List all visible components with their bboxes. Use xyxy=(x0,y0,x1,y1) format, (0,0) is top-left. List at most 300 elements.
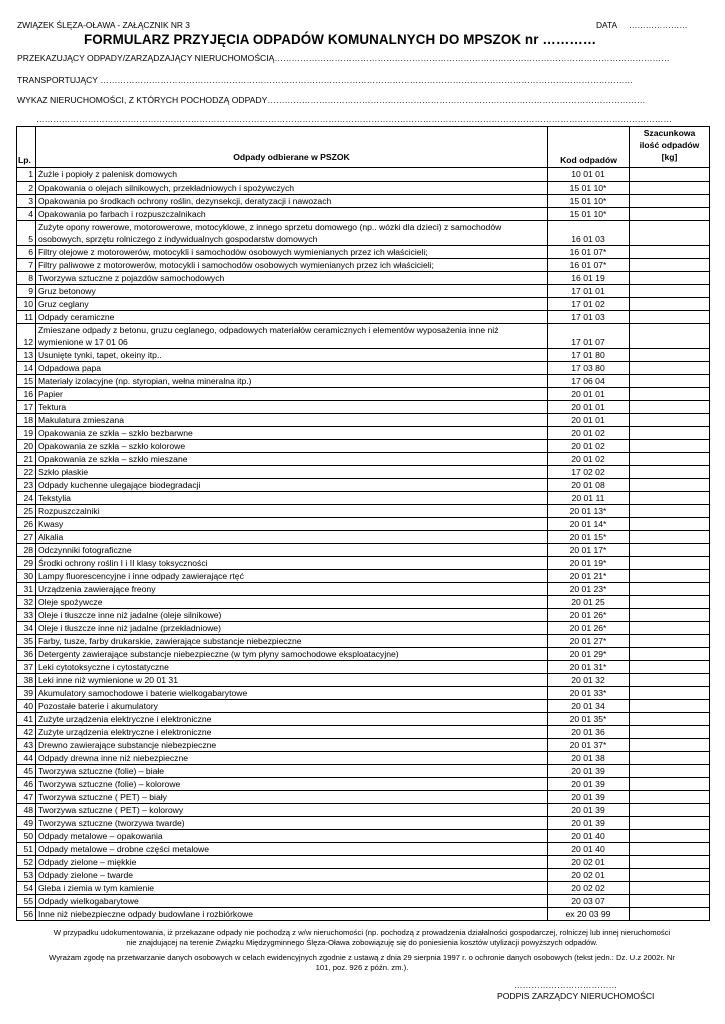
row-description: Usunięte tynki, tapet, okeiny itp.. xyxy=(35,349,546,361)
row-description: Odpady metalowe – opakowania xyxy=(35,830,546,842)
row-lp: 18 xyxy=(23,415,33,425)
table-row xyxy=(17,491,709,504)
row-lp: 15 xyxy=(23,376,33,386)
row-lp: 44 xyxy=(23,753,33,763)
row-lp: 35 xyxy=(23,636,33,646)
table-row xyxy=(17,894,709,907)
row-lp: 47 xyxy=(23,792,33,802)
table-row xyxy=(17,556,709,569)
consent-note xyxy=(16,953,708,973)
row-lp: 40 xyxy=(23,701,33,711)
row-quantity-input[interactable] xyxy=(629,298,709,310)
transport-field[interactable]: TRANSPORTUJĄCY …………………………………………………………………………………………………………………………………………………………………… xyxy=(17,75,634,85)
col-header-code-text: Kod odpadów xyxy=(560,155,617,165)
row-quantity-input[interactable] xyxy=(629,505,709,517)
row-quantity-input[interactable] xyxy=(629,765,709,777)
row-lp: 5 xyxy=(28,234,33,244)
table-row xyxy=(17,168,709,181)
row-description: Rozpuszczalniki xyxy=(35,505,546,517)
row-lp: 49 xyxy=(23,818,33,828)
row-waste-code: 20 02 01 xyxy=(547,869,628,881)
row-description: Zużyte urządzenia elektryczne i elektroniczne xyxy=(35,726,546,738)
liability-note xyxy=(16,928,708,948)
row-quantity-input[interactable] xyxy=(629,713,709,725)
row-lp: 28 xyxy=(23,545,33,555)
table-row xyxy=(17,348,709,361)
table-row xyxy=(17,842,709,855)
row-quantity-input[interactable] xyxy=(629,182,709,194)
table-row xyxy=(17,361,709,374)
row-lp: 50 xyxy=(23,831,33,841)
col-header-desc xyxy=(35,127,547,167)
row-lp: 45 xyxy=(23,766,33,776)
row-waste-code: 20 01 40 xyxy=(547,843,628,855)
row-lp: 36 xyxy=(23,649,33,659)
row-description: Tworzywa sztuczne z pojazdów samochodowych xyxy=(35,272,546,284)
table-row xyxy=(17,258,709,271)
date-label-text: DATA xyxy=(596,20,617,30)
row-description: Zmieszane odpady z betonu, gruzu ceglanego, odpadowych materiałów ceramicznych i elementów wyposażenia inne niż wymienione w 17 01 06 xyxy=(35,324,546,348)
row-lp: 31 xyxy=(23,584,33,594)
row-waste-code: 17 01 01 xyxy=(547,285,628,297)
row-description: Opakowania ze szkła – szkło mieszane xyxy=(35,453,546,465)
row-description: Tworzywa sztuczne (folie) – kolorowe xyxy=(35,778,546,790)
row-description: Opakowania ze szkła – szkło bezbarwne xyxy=(35,427,546,439)
row-lp: 19 xyxy=(23,428,33,438)
row-quantity-input[interactable] xyxy=(629,596,709,608)
table-row xyxy=(17,569,709,582)
row-waste-code: 10 01 01 xyxy=(547,168,628,181)
row-quantity-input[interactable] xyxy=(629,401,709,413)
row-waste-code: 20 01 02 xyxy=(547,440,628,452)
row-quantity-input[interactable] xyxy=(629,908,709,920)
row-description: Odpady metalowe – drobne części metalowe xyxy=(35,843,546,855)
col-header-qty xyxy=(629,127,709,167)
row-waste-code: 17 01 03 xyxy=(547,311,628,323)
row-description: Gleba i ziemia w tym kamienie xyxy=(35,882,546,894)
table-row xyxy=(17,868,709,881)
table-row xyxy=(17,207,709,220)
liability-note-line2: nie znajdującej na terenie Związku Międzygminnego Ślęza-Oława zobowiązuję się do poniesienia kosztów utylizacji powyższych odpadów. xyxy=(126,938,598,947)
row-quantity-input[interactable] xyxy=(629,324,709,348)
row-description: Oleje i tłuszcze inne niż jadalne (oleje silnikowe) xyxy=(35,609,546,621)
consent-note-line2: 101, poz. 926 z późn. zm.). xyxy=(315,963,409,972)
row-description: Opakowania po środkach ochrony roślin, dezynsekcji, deratyzacji i nawozach xyxy=(35,195,546,207)
row-lp: 32 xyxy=(23,597,33,607)
row-lp: 4 xyxy=(28,209,33,219)
liability-note-line1: W przypadku udokumentowania, iż przekazane odpady nie pochodzą z w/w nieruchomości (np. pochodzą z prowadzenia działalności gospodarczej, rolniczej lub innej nieruchomości xyxy=(53,928,671,937)
consent-note-line1: Wyrażam zgodę na przetwarzanie danych osobowych w celach ewidencyjnych zgodnie z ustawą z dnia 29 sierpnia 1997 r. o ochronie danych osobowych (tekst jedn.: Dz. U.z 2002r. Nr xyxy=(49,953,675,962)
row-lp: 54 xyxy=(23,883,33,893)
row-quantity-input[interactable] xyxy=(629,544,709,556)
row-quantity-input[interactable] xyxy=(629,479,709,491)
table-row xyxy=(17,310,709,323)
row-lp: 21 xyxy=(23,454,33,464)
row-waste-code: 20 02 02 xyxy=(547,882,628,894)
row-description: Odpady kuchenne ulegające biodegradacji xyxy=(35,479,546,491)
form-title: FORMULARZ PRZYJĘCIA ODPADÓW KOMUNALNYCH DO MPSZOK nr ………… xyxy=(84,32,597,47)
row-description: Odpadowa papa xyxy=(35,362,546,374)
row-lp: 14 xyxy=(23,363,33,373)
table-row xyxy=(17,855,709,868)
row-quantity-input[interactable] xyxy=(629,272,709,284)
row-quantity-input[interactable] xyxy=(629,518,709,530)
row-lp: 22 xyxy=(23,467,33,477)
table-row xyxy=(17,764,709,777)
table-row xyxy=(17,699,709,712)
row-waste-code: 20 02 01 xyxy=(547,856,628,868)
col-header-qty-line1: Szacunkowa xyxy=(643,128,696,138)
row-quantity-input[interactable] xyxy=(629,661,709,673)
row-lp: 10 xyxy=(23,299,33,309)
table-row xyxy=(17,400,709,413)
row-description: Oleje i tłuszcze inne niż jadalne (przekładniowe) xyxy=(35,622,546,634)
table-row xyxy=(17,181,709,194)
row-waste-code: 17 01 02 xyxy=(547,298,628,310)
owner-field[interactable]: PRZEKAZUJĄCY ODPADY/ZARZĄDZAJĄCY NIERUCHOMOŚCIĄ………………………………………………………………………………………………………………………… xyxy=(17,53,670,63)
row-lp: 39 xyxy=(23,688,33,698)
row-quantity-input[interactable] xyxy=(629,440,709,452)
row-description: Kwasy xyxy=(35,518,546,530)
row-waste-code: 15 01 10* xyxy=(547,182,628,194)
row-lp: 12 xyxy=(23,337,33,347)
row-waste-code: 20 01 02 xyxy=(547,427,628,439)
row-waste-code: 20 01 39 xyxy=(547,765,628,777)
row-quantity-input[interactable] xyxy=(629,804,709,816)
row-lp: 1 xyxy=(28,169,33,179)
row-description: Tworzywa sztuczne ( PET) – kolorowy xyxy=(35,804,546,816)
row-waste-code: 20 01 11 xyxy=(547,492,628,504)
row-waste-code: 20 01 33* xyxy=(547,687,628,699)
row-waste-code: 16 01 07* xyxy=(547,259,628,271)
row-quantity-input[interactable] xyxy=(629,466,709,478)
row-description: Pozostałe baterie i akumulatory xyxy=(35,700,546,712)
table-row xyxy=(17,712,709,725)
row-waste-code: 20 01 39 xyxy=(547,804,628,816)
row-description: Papier xyxy=(35,388,546,400)
row-waste-code: 20 01 26* xyxy=(547,609,628,621)
row-quantity-input[interactable] xyxy=(629,648,709,660)
row-description: Opakowania po farbach i rozpuszczalnikach xyxy=(35,208,546,220)
row-quantity-input[interactable] xyxy=(629,492,709,504)
row-description: Gruz ceglany xyxy=(35,298,546,310)
table-row xyxy=(17,751,709,764)
row-lp: 56 xyxy=(23,909,33,919)
row-description: Środki ochrony roślin I i II klasy toksyczności xyxy=(35,557,546,569)
row-quantity-input[interactable] xyxy=(629,427,709,439)
table-row xyxy=(17,777,709,790)
row-waste-code: 20 01 39 xyxy=(547,778,628,790)
row-quantity-input[interactable] xyxy=(629,453,709,465)
row-quantity-input[interactable] xyxy=(629,739,709,751)
row-quantity-input[interactable] xyxy=(629,635,709,647)
row-waste-code: 20 01 39 xyxy=(547,817,628,829)
row-lp: 55 xyxy=(23,896,33,906)
row-description: Odpady zielone – twarde xyxy=(35,869,546,881)
table-row xyxy=(17,582,709,595)
row-waste-code: ex 20 03 99 xyxy=(547,908,628,920)
row-quantity-input[interactable] xyxy=(629,687,709,699)
row-waste-code: 15 01 10* xyxy=(547,195,628,207)
table-row xyxy=(17,465,709,478)
row-quantity-input[interactable] xyxy=(629,700,709,712)
row-quantity-input[interactable] xyxy=(629,195,709,207)
row-description: Zużyte urządzenia elektryczne i elektroniczne xyxy=(35,713,546,725)
row-quantity-input[interactable] xyxy=(629,259,709,271)
table-row xyxy=(17,595,709,608)
table-row xyxy=(17,271,709,284)
row-quantity-input[interactable] xyxy=(629,570,709,582)
row-description: Tworzywa sztuczne ( PET) – biały xyxy=(35,791,546,803)
col-header-code xyxy=(547,127,629,167)
col-header-qty-line2: ilość odpadów xyxy=(639,140,700,150)
row-lp: 43 xyxy=(23,740,33,750)
row-description: Leki inne niż wymienione w 20 01 31 xyxy=(35,674,546,686)
row-waste-code: 20 01 08 xyxy=(547,479,628,491)
row-quantity-input[interactable] xyxy=(629,752,709,764)
row-description: Odpady drewna inne niż niebezpieczne xyxy=(35,752,546,764)
row-quantity-input[interactable] xyxy=(629,817,709,829)
row-description: Lampy fluorescencyjne i inne odpady zawierające rtęć xyxy=(35,570,546,582)
row-description: Tworzywa sztuczne (folie) – białe xyxy=(35,765,546,777)
row-quantity-input[interactable] xyxy=(629,349,709,361)
row-quantity-input[interactable] xyxy=(629,778,709,790)
table-row xyxy=(17,829,709,842)
row-waste-code: 20 01 02 xyxy=(547,453,628,465)
row-quantity-input[interactable] xyxy=(629,362,709,374)
row-quantity-input[interactable] xyxy=(629,622,709,634)
row-description: Tektura xyxy=(35,401,546,413)
row-waste-code: 20 01 40 xyxy=(547,830,628,842)
properties-field[interactable]: WYKAZ NIERUCHOMOŚCI, Z KTÓRYCH POCHODZĄ ODPADY…………………………………………………………………………………………………………………… xyxy=(17,95,646,105)
table-row xyxy=(17,504,709,517)
table-row xyxy=(17,790,709,803)
row-lp: 3 xyxy=(28,196,33,206)
table-row xyxy=(17,387,709,400)
table-row xyxy=(17,725,709,738)
row-waste-code: 20 01 25 xyxy=(547,596,628,608)
row-waste-code: 20 01 38 xyxy=(547,752,628,764)
row-lp: 26 xyxy=(23,519,33,529)
row-quantity-input[interactable] xyxy=(629,375,709,387)
table-row xyxy=(17,738,709,751)
row-description: Żużle i popioły z palenisk domowych xyxy=(35,168,546,181)
row-lp: 51 xyxy=(23,844,33,854)
signature-field[interactable]: ……………………………… xyxy=(514,980,618,990)
row-description: Gruz betonowy xyxy=(35,285,546,297)
row-lp: 34 xyxy=(23,623,33,633)
row-waste-code: 20 01 36 xyxy=(547,726,628,738)
row-description: Odpady ceramiczne xyxy=(35,311,546,323)
row-quantity-input[interactable] xyxy=(629,285,709,297)
row-quantity-input[interactable] xyxy=(629,208,709,220)
col-header-desc-text: Odpady odbierane w PSZOK xyxy=(233,152,350,162)
row-description: Zużyte opony rowerowe, motorowerowe, motocyklowe, z innego sprzetu domowego (np.. wózki dla dzieci) z samochodów osobowych, sprzętu rolniczego z indywidualnych gospodarstw domowych xyxy=(35,221,546,245)
date-field[interactable]: ………………… xyxy=(628,20,688,30)
row-lp: 29 xyxy=(23,558,33,568)
row-quantity-input[interactable] xyxy=(629,531,709,543)
row-waste-code: 20 01 39 xyxy=(547,791,628,803)
table-row xyxy=(17,517,709,530)
row-description: Opakowania o olejach silnikowych, przekładniowych i spożywczych xyxy=(35,182,546,194)
row-waste-code: 20 01 34 xyxy=(547,700,628,712)
row-waste-code: 16 01 03 xyxy=(547,221,628,245)
row-description: Tekstylia xyxy=(35,492,546,504)
row-description: Odpady zielone – miękkie xyxy=(35,856,546,868)
row-waste-code: 20 01 32 xyxy=(547,674,628,686)
row-waste-code: 20 01 01 xyxy=(547,414,628,426)
row-lp: 24 xyxy=(23,493,33,503)
table-row xyxy=(17,621,709,634)
row-quantity-input[interactable] xyxy=(629,388,709,400)
row-quantity-input[interactable] xyxy=(629,895,709,907)
table-row xyxy=(17,686,709,699)
row-waste-code: 17 03 80 xyxy=(547,362,628,374)
row-lp: 37 xyxy=(23,662,33,672)
row-waste-code: 20 01 27* xyxy=(547,635,628,647)
row-waste-code: 20 01 01 xyxy=(547,388,628,400)
row-waste-code: 20 01 37* xyxy=(547,739,628,751)
row-quantity-input[interactable] xyxy=(629,869,709,881)
row-lp: 30 xyxy=(23,571,33,581)
table-row xyxy=(17,284,709,297)
table-row xyxy=(17,608,709,621)
table-row xyxy=(17,452,709,465)
table-row xyxy=(17,530,709,543)
row-quantity-input[interactable] xyxy=(629,830,709,842)
row-description: Odpady wielkogabarytowe xyxy=(35,895,546,907)
row-quantity-input[interactable] xyxy=(629,414,709,426)
row-lp: 53 xyxy=(23,870,33,880)
row-waste-code: 16 01 07* xyxy=(547,246,628,258)
table-row xyxy=(17,297,709,310)
table-row xyxy=(17,426,709,439)
row-waste-code: 16 01 19 xyxy=(547,272,628,284)
row-lp: 9 xyxy=(28,286,33,296)
row-lp: 46 xyxy=(23,779,33,789)
row-description: Opakowania ze szkła – szkło kolorowe xyxy=(35,440,546,452)
row-quantity-input[interactable] xyxy=(629,856,709,868)
row-lp: 23 xyxy=(23,480,33,490)
row-waste-code: 17 02 02 xyxy=(547,466,628,478)
row-description: Odczynniki fotograficzne xyxy=(35,544,546,556)
table-row xyxy=(17,245,709,258)
table-row xyxy=(17,439,709,452)
row-quantity-input[interactable] xyxy=(629,557,709,569)
row-description: Oleje spożywcze xyxy=(35,596,546,608)
table-row xyxy=(17,881,709,894)
signature-label: PODPIS ZARZĄDCY NIERUCHOMOŚCI xyxy=(497,991,655,1001)
row-lp: 27 xyxy=(23,532,33,542)
row-waste-code: 20 01 15* xyxy=(547,531,628,543)
row-lp: 16 xyxy=(23,389,33,399)
date-label xyxy=(596,20,688,30)
row-description: Makulatura zmieszana xyxy=(35,414,546,426)
table-row xyxy=(17,374,709,387)
table-row xyxy=(17,323,709,348)
row-waste-code: 17 01 07 xyxy=(547,324,628,348)
col-header-lp-text: Lp. xyxy=(18,155,31,165)
row-waste-code: 20 01 29* xyxy=(547,648,628,660)
row-lp: 7 xyxy=(28,260,33,270)
row-lp: 11 xyxy=(24,312,33,322)
row-waste-code: 20 01 21* xyxy=(547,570,628,582)
row-waste-code: 20 01 01 xyxy=(547,401,628,413)
col-header-qty-line3: [kg] xyxy=(661,152,678,162)
table-header xyxy=(17,127,709,168)
row-waste-code: 20 01 23* xyxy=(547,583,628,595)
row-waste-code: 20 01 31* xyxy=(547,661,628,673)
row-description: Inne niż niebezpieczne odpady budowlane i rozbiórkowe xyxy=(35,908,546,920)
table-row xyxy=(17,907,709,920)
row-quantity-input[interactable] xyxy=(629,674,709,686)
table-row xyxy=(17,413,709,426)
row-description: Filtry paliwowe z motorowerów, motocykli i samochodów osobowych wymienianych przez ich właścicieli; xyxy=(35,259,546,271)
table-row xyxy=(17,543,709,556)
row-quantity-input[interactable] xyxy=(629,583,709,595)
row-lp: 41 xyxy=(23,714,33,724)
row-waste-code: 20 01 13* xyxy=(547,505,628,517)
row-waste-code: 17 01 80 xyxy=(547,349,628,361)
table-row xyxy=(17,816,709,829)
row-waste-code: 20 01 35* xyxy=(547,713,628,725)
row-description: Tworzywa sztuczne (tworzywa twarde) xyxy=(35,817,546,829)
row-waste-code: 15 01 10* xyxy=(547,208,628,220)
row-lp: 8 xyxy=(28,273,33,283)
row-waste-code: 20 03 07 xyxy=(547,895,628,907)
row-waste-code: 20 01 26* xyxy=(547,622,628,634)
row-quantity-input[interactable] xyxy=(629,791,709,803)
row-waste-code: 20 01 14* xyxy=(547,518,628,530)
row-quantity-input[interactable] xyxy=(629,609,709,621)
row-waste-code: 20 01 17* xyxy=(547,544,628,556)
row-quantity-input[interactable] xyxy=(629,221,709,245)
row-description: Drewno zawierające substancje niebezpieczne xyxy=(35,739,546,751)
union-label: ZWIĄZEK ŚLĘZA-OŁAWA - ZAŁĄCZNIK NR 3 xyxy=(17,20,190,30)
table-row xyxy=(17,660,709,673)
row-lp: 20 xyxy=(23,441,33,451)
row-description: Urządzenia zawierające freony xyxy=(35,583,546,595)
row-lp: 38 xyxy=(23,675,33,685)
row-waste-code: 20 01 19* xyxy=(547,557,628,569)
table-row xyxy=(17,634,709,647)
row-lp: 52 xyxy=(23,857,33,867)
row-description: Szkło płaskie xyxy=(35,466,546,478)
row-quantity-input[interactable] xyxy=(629,726,709,738)
row-quantity-input[interactable] xyxy=(629,882,709,894)
col-header-lp xyxy=(17,127,34,167)
table-row xyxy=(17,673,709,686)
table-row xyxy=(17,803,709,816)
row-description: Detergenty zawierające substancje niebezpieczne (w tym płyny samochodowe eksploatacyjne) xyxy=(35,648,546,660)
row-description: Materiały izolacyjne (np. styropian, wełna mineralna itp.) xyxy=(35,375,546,387)
table-row xyxy=(17,478,709,491)
row-lp: 17 xyxy=(23,402,33,412)
table-row xyxy=(17,194,709,207)
properties-field-continuation[interactable]: …………………………………………………………………………………………………………………………………………………………………………………………………… xyxy=(36,114,672,124)
row-quantity-input[interactable] xyxy=(629,246,709,258)
row-quantity-input[interactable] xyxy=(629,843,709,855)
row-lp: 13 xyxy=(23,350,33,360)
row-description: Alkalia xyxy=(35,531,546,543)
row-quantity-input[interactable] xyxy=(629,311,709,323)
row-description: Akumulatory samochodowe i baterie wielkogabarytowe xyxy=(35,687,546,699)
table-row xyxy=(17,220,709,245)
table-row xyxy=(17,647,709,660)
row-waste-code: 17 06 04 xyxy=(547,375,628,387)
row-description: Farby, tusze, farby drukarskie, zawierające substancje niebezpieczne xyxy=(35,635,546,647)
row-quantity-input[interactable] xyxy=(629,168,709,181)
